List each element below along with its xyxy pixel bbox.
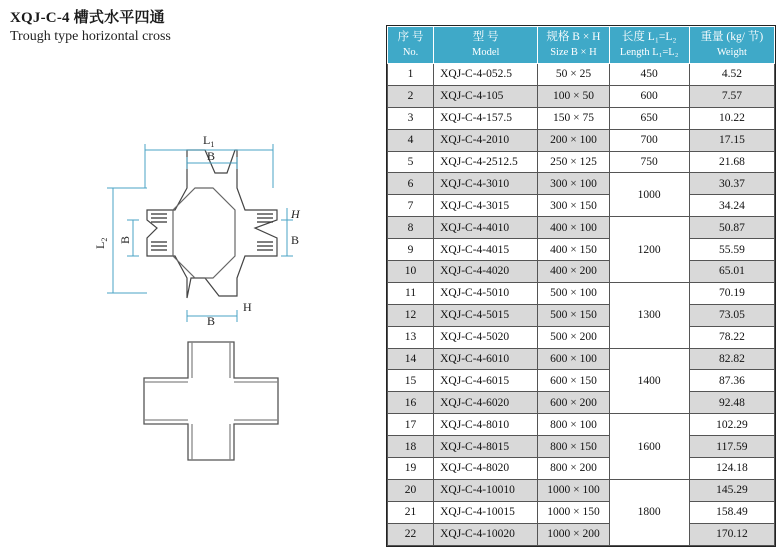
cell-no: 17	[388, 414, 434, 436]
cell-model: XQJ-C-4-8015	[434, 436, 538, 458]
col-size: 规格 B × H Size B × H	[538, 27, 609, 64]
table-row	[388, 479, 775, 501]
table-row	[388, 151, 775, 173]
table-row	[388, 370, 775, 392]
cell-no: 10	[388, 261, 434, 283]
table-row	[388, 523, 775, 545]
cell-weight: 170.12	[689, 523, 774, 545]
cell-weight: 73.05	[689, 304, 774, 326]
table-row	[388, 392, 775, 414]
table-row	[388, 107, 775, 129]
table-row	[388, 282, 775, 304]
table-row	[388, 501, 775, 523]
cell-model: XQJ-C-4-4015	[434, 239, 538, 261]
spec-table	[387, 26, 775, 546]
cell-length: 750	[609, 151, 689, 173]
cross-outline-drawing	[138, 338, 288, 468]
cell-length: 700	[609, 129, 689, 151]
cell-weight: 4.52	[689, 64, 774, 86]
table-row	[388, 458, 775, 480]
table-row	[388, 326, 775, 348]
cell-size: 1000 × 100	[538, 479, 609, 501]
table-row	[388, 217, 775, 239]
cell-weight: 87.36	[689, 370, 774, 392]
cell-model: XQJ-C-4-6015	[434, 370, 538, 392]
col-length: 长度 L₁=L₂ Length L₁=L₂	[609, 27, 689, 64]
table-row	[388, 239, 775, 261]
cell-weight: 145.29	[689, 479, 774, 501]
cell-size: 50 × 25	[538, 64, 609, 86]
cell-length: 600	[609, 85, 689, 107]
page-title: XQJ-C-4 槽式水平四通	[10, 10, 165, 26]
h-right-label: H	[291, 207, 300, 221]
cell-size: 500 × 100	[538, 282, 609, 304]
cell-no: 21	[388, 501, 434, 523]
cross-dimension-drawing	[95, 128, 305, 328]
cell-no: 2	[388, 85, 434, 107]
cell-length: 1000	[609, 173, 689, 217]
cell-no: 20	[388, 479, 434, 501]
cell-length: 1200	[609, 217, 689, 283]
cell-weight: 17.15	[689, 129, 774, 151]
table-row	[388, 304, 775, 326]
h-bottom-label: H	[243, 300, 252, 314]
cell-model: XQJ-C-4-6010	[434, 348, 538, 370]
cell-size: 100 × 50	[538, 85, 609, 107]
cell-no: 1	[388, 64, 434, 86]
cell-model: XQJ-C-4-4020	[434, 261, 538, 283]
cell-model: XQJ-C-4-8010	[434, 414, 538, 436]
cell-no: 8	[388, 217, 434, 239]
cell-no: 18	[388, 436, 434, 458]
cell-weight: 70.19	[689, 282, 774, 304]
cell-no: 15	[388, 370, 434, 392]
cell-size: 150 × 75	[538, 107, 609, 129]
cell-model: XQJ-C-4-2512.5	[434, 151, 538, 173]
table-row	[388, 173, 775, 195]
cell-size: 600 × 100	[538, 348, 609, 370]
cell-weight: 82.82	[689, 348, 774, 370]
col-weight: 重量 (kg/ 节) Weight	[689, 27, 774, 64]
cell-weight: 55.59	[689, 239, 774, 261]
b-bottom-label: B	[207, 314, 216, 328]
table-row	[388, 348, 775, 370]
cell-weight: 78.22	[689, 326, 774, 348]
cell-weight: 65.01	[689, 261, 774, 283]
cell-size: 500 × 200	[538, 326, 609, 348]
table-header-row	[388, 27, 775, 64]
table-row	[388, 195, 775, 217]
cell-size: 800 × 200	[538, 458, 609, 480]
table-row	[388, 414, 775, 436]
cell-no: 4	[388, 129, 434, 151]
b-top-label: B	[207, 149, 216, 163]
cell-size: 400 × 200	[538, 261, 609, 283]
cell-model: XQJ-C-4-5010	[434, 282, 538, 304]
cell-weight: 34.24	[689, 195, 774, 217]
l1-label: $L_1$	[203, 133, 215, 149]
cell-length: 1600	[609, 414, 689, 480]
table-row	[388, 436, 775, 458]
cell-no: 11	[388, 282, 434, 304]
cell-no: 7	[388, 195, 434, 217]
table-row	[388, 261, 775, 283]
cell-weight: 117.59	[689, 436, 774, 458]
cell-size: 300 × 100	[538, 173, 609, 195]
cell-no: 6	[388, 173, 434, 195]
b-left-label: B	[118, 235, 132, 244]
cell-model: XQJ-C-4-5020	[434, 326, 538, 348]
cell-weight: 102.29	[689, 414, 774, 436]
cell-length: 450	[609, 64, 689, 86]
cell-no: 13	[388, 326, 434, 348]
cell-size: 600 × 150	[538, 370, 609, 392]
cell-size: 1000 × 200	[538, 523, 609, 545]
cell-weight: 21.68	[689, 151, 774, 173]
cell-size: 500 × 150	[538, 304, 609, 326]
cell-weight: 124.18	[689, 458, 774, 480]
cell-size: 300 × 150	[538, 195, 609, 217]
cell-size: 1000 × 150	[538, 501, 609, 523]
cell-no: 9	[388, 239, 434, 261]
cell-model: XQJ-C-4-105	[434, 85, 538, 107]
cell-weight: 10.22	[689, 107, 774, 129]
cell-model: XQJ-C-4-10020	[434, 523, 538, 545]
table-body	[388, 64, 775, 546]
l2-label: $L_2$	[93, 237, 109, 249]
col-no: 序 号 No.	[388, 27, 434, 64]
cell-size: 800 × 150	[538, 436, 609, 458]
cell-model: XQJ-C-4-10010	[434, 479, 538, 501]
cell-no: 16	[388, 392, 434, 414]
cell-weight: 30.37	[689, 173, 774, 195]
cell-weight: 50.87	[689, 217, 774, 239]
cell-model: XQJ-C-4-5015	[434, 304, 538, 326]
cell-model: XQJ-C-4-157.5	[434, 107, 538, 129]
cell-size: 400 × 100	[538, 217, 609, 239]
table-row	[388, 129, 775, 151]
cell-model: XQJ-C-4-3010	[434, 173, 538, 195]
cell-size: 800 × 100	[538, 414, 609, 436]
cell-length: 1400	[609, 348, 689, 414]
table-row	[388, 85, 775, 107]
col-model: 型 号 Model	[434, 27, 538, 64]
cell-no: 19	[388, 458, 434, 480]
cell-size: 600 × 200	[538, 392, 609, 414]
cell-model: XQJ-C-4-6020	[434, 392, 538, 414]
page-subtitle: Trough type horizontal cross	[10, 29, 171, 44]
table-row	[388, 64, 775, 86]
cell-model: XQJ-C-4-4010	[434, 217, 538, 239]
cell-weight: 92.48	[689, 392, 774, 414]
cell-no: 12	[388, 304, 434, 326]
cell-length: 1800	[609, 479, 689, 545]
cell-no: 14	[388, 348, 434, 370]
cell-length: 1300	[609, 282, 689, 348]
cell-size: 250 × 125	[538, 151, 609, 173]
cell-length: 650	[609, 107, 689, 129]
cell-model: XQJ-C-4-3015	[434, 195, 538, 217]
cell-weight: 158.49	[689, 501, 774, 523]
b-right-label: B	[291, 233, 300, 247]
cell-model: XQJ-C-4-052.5	[434, 64, 538, 86]
cell-model: XQJ-C-4-8020	[434, 458, 538, 480]
cell-size: 400 × 150	[538, 239, 609, 261]
cell-no: 3	[388, 107, 434, 129]
cell-no: 5	[388, 151, 434, 173]
cell-size: 200 × 100	[538, 129, 609, 151]
cell-model: XQJ-C-4-10015	[434, 501, 538, 523]
cell-model: XQJ-C-4-2010	[434, 129, 538, 151]
cell-no: 22	[388, 523, 434, 545]
cell-weight: 7.57	[689, 85, 774, 107]
spec-table-container	[386, 25, 776, 547]
